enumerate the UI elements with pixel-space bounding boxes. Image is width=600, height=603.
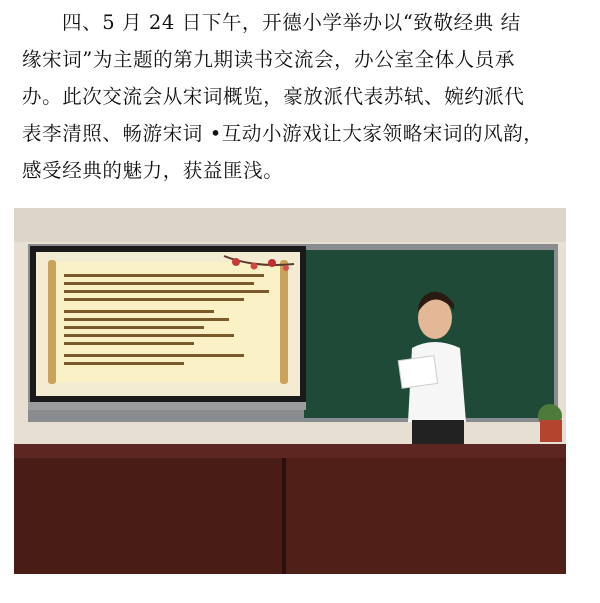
blossom <box>232 258 240 266</box>
scroll-rod-right <box>280 260 288 384</box>
article-paragraph <box>22 4 582 189</box>
plant-pot <box>540 420 562 442</box>
blossom <box>268 259 276 267</box>
article-line: 四、5 月 24 日下午，开德小学举办以“致敬经典 结 <box>62 11 521 34</box>
board-tray <box>28 402 306 410</box>
article-line: 缘宋词”为主题的第九期读书交流会，办公室全体人员承 <box>22 48 515 71</box>
article-line: 感受经典的魅力，获益匪浅。 <box>22 159 284 182</box>
blossom <box>251 263 258 270</box>
desk-top <box>14 444 566 458</box>
article-line: 表李清照、畅游宋词 •互动小游戏让大家领略宋词的风韵， <box>22 122 544 145</box>
scroll-rod-left <box>48 260 56 384</box>
article-line: 办。此次交流会从宋词概览，豪放派代表苏轼、婉约派代 <box>22 85 525 108</box>
desk-right <box>286 458 566 574</box>
classroom-scene-illustration <box>14 208 566 574</box>
event-photo <box>14 208 566 574</box>
blossom <box>283 265 289 271</box>
ceiling-shade <box>14 208 566 242</box>
desk-left <box>14 458 282 574</box>
desk-gap <box>282 458 286 574</box>
